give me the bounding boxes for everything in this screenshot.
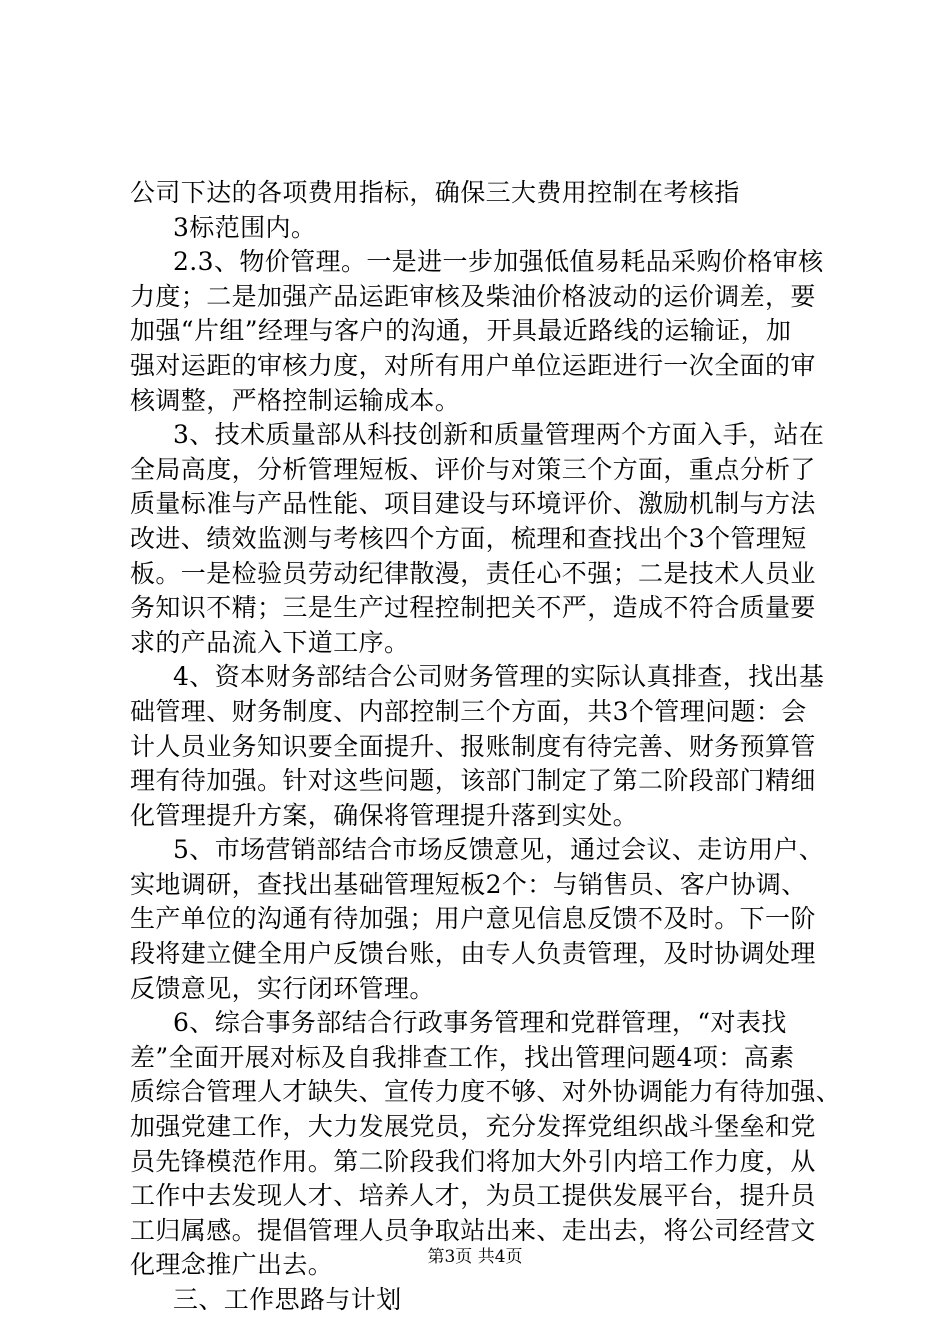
document-body (130, 176, 842, 1318)
text-line: 化理念推广出去。 (130, 1250, 334, 1280)
text-line: 强对运距的审核力度，对所有用户单位运距进行一次全面的审 (130, 350, 816, 380)
text-line: 加强“片组”经理与客户的沟通，开具最近路线的运输证，加 (130, 316, 792, 346)
text-line: 求的产品流入下道工序。 (130, 627, 410, 657)
text-line: 5、市场营销部结合市场反馈意见，通过会议、走访用户、 (173, 835, 825, 865)
text-line: 全局高度，分析管理短板、评价与对策三个方面，重点分析了 (130, 454, 816, 484)
text-line: 实地调研，查找出基础管理短板2个：与销售员、客户协调、 (130, 869, 807, 899)
text-line: 公司下达的各项费用指标，确保三大费用控制在考核指 (130, 178, 740, 207)
text-line: 理有待加强。针对这些问题，该部门制定了第二阶段部门精细 (130, 766, 816, 796)
text-line: 核调整，严格控制运输成本。 (130, 385, 461, 415)
text-line: 2.3、物价管理。一是进一步加强低值易耗品采购价格审核 (173, 247, 824, 277)
text-line: 加强党建工作，大力发展党员，充分发挥党组织战斗堡垒和党 (130, 1112, 816, 1142)
text-line: 工作中去发现人才、培养人才，为员工提供发展平台，提升员 (130, 1181, 816, 1211)
text-line: 务知识不精；三是生产过程控制把关不严，造成不符合质量要 (130, 593, 816, 623)
text-line: 4、资本财务部结合公司财务管理的实际认真排查，找出基 (173, 662, 825, 692)
text-line: 化管理提升方案，确保将管理提升落到实处。 (130, 800, 639, 830)
text-line: 质综合管理人才缺失、宣传力度不够、对外协调能力有待加强、 (130, 1077, 842, 1107)
text-line: 6、综合事务部结合行政事务管理和党群管理，“对表找 (173, 1008, 787, 1038)
text-line: 质量标准与产品性能、项目建设与环境评价、激励机制与方法 (130, 489, 816, 519)
text-line: 段将建立健全用户反馈台账，由专人负责管理，及时协调处理 (130, 939, 816, 969)
text-line: 础管理、财务制度、内部控制三个方面，共3个管理问题：会 (130, 696, 807, 726)
text-line: 差”全面开展对标及自我排查工作，找出管理问题4项：高素 (130, 1042, 795, 1072)
text-line: 3标范围内。 (173, 212, 317, 242)
text-line: 计人员业务知识要全面提升、报账制度有待完善、财务预算管 (130, 731, 816, 761)
page-footer: 第3页 共4页 (427, 1247, 523, 1267)
text-line: 生产单位的沟通有待加强；用户意见信息反馈不及时。下一阶 (130, 904, 816, 934)
text-line: 改进、绩效监测与考核四个方面，梳理和查找出个3个管理短 (130, 523, 807, 553)
text-line: 反馈意见，实行闭环管理。 (130, 973, 435, 1003)
text-line: 三、工作思路与计划 (173, 1285, 402, 1314)
text-line: 力度；二是加强产品运距审核及柴油价格波动的运价调差，要 (130, 281, 816, 311)
text-line: 3、技术质量部从科技创新和质量管理两个方面入手，站在 (173, 420, 825, 450)
text-line: 员先锋模范作用。第二阶段我们将加大外引内培工作力度，从 (130, 1146, 816, 1176)
text-line: 板。一是检验员劳动纪律散漫，责任心不强；二是技术人员业 (130, 558, 816, 588)
text-line: 工归属感。提倡管理人员争取站出来、走出去，将公司经营文 (130, 1215, 816, 1245)
